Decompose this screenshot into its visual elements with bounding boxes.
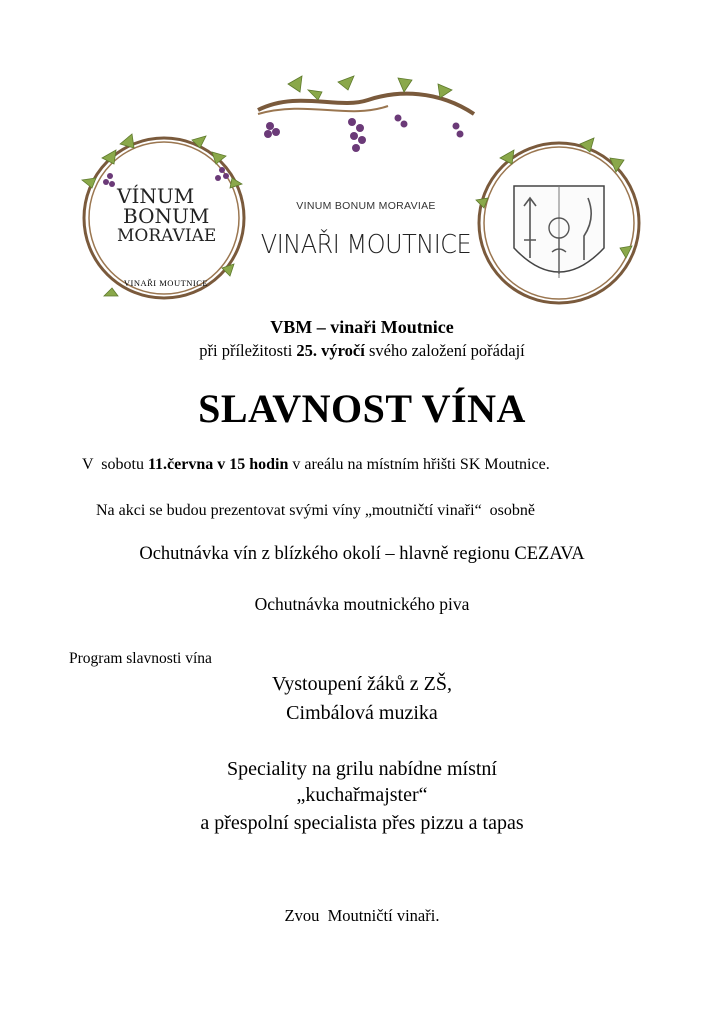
page-title: SLAVNOST VÍNA bbox=[198, 386, 526, 431]
date-text-a: V sobotu bbox=[82, 456, 148, 473]
coat-of-arms-icon bbox=[470, 128, 648, 310]
vinari-moutnice-text: VINAŘI MOUTNICE bbox=[260, 230, 472, 260]
occasion-text-a: při příležitosti bbox=[199, 341, 297, 360]
specials-line: Speciality na grilu nabídne místní bbox=[227, 758, 497, 780]
vinari-moutnice-logo bbox=[248, 70, 484, 270]
wine-tasting-line: Ochutnávka vín z blízkého okolí – hlavně regionu CEZAVA bbox=[139, 544, 585, 564]
date-text-c: v areálu na místním hřišti SK Moutnice. bbox=[288, 456, 550, 473]
specials-line: a přespolní specialista přes pizzu a tapas bbox=[200, 812, 524, 834]
vbm-wreath-logo bbox=[72, 118, 252, 306]
vbm-logo-caption: VINAŘI MOUTNICE bbox=[123, 278, 209, 288]
logo-line-2: BONUM bbox=[123, 204, 210, 228]
anniversary-text: 25. výročí bbox=[296, 341, 365, 360]
presentation-line: Na akci se budou prezentovat svými víny „moutničtí vinaři“ osobně bbox=[96, 502, 535, 519]
program-item: Cimbálová muzika bbox=[286, 702, 438, 724]
coat-of-arms-logo bbox=[470, 128, 648, 310]
vbm-small-text: VINUM BONUM MORAVIAE bbox=[296, 200, 436, 212]
program-label: Program slavnosti vína bbox=[69, 650, 212, 667]
specials-line: „kuchařmajster“ bbox=[296, 784, 428, 806]
organizer-line: VBM – vinaři Moutnice bbox=[270, 317, 454, 337]
date-line bbox=[82, 456, 550, 474]
closing-line: Zvou Moutničtí vinaři. bbox=[284, 906, 440, 925]
program-item: Vystoupení žáků z ZŠ, bbox=[272, 673, 452, 695]
grapevine-branch-icon bbox=[248, 70, 484, 160]
date-time-text: 11.června v 15 hodin bbox=[147, 456, 289, 473]
vbm-logo-text bbox=[117, 186, 217, 246]
occasion-text-c: svého založení pořádají bbox=[364, 341, 525, 360]
logo-line-3: MORAVIAE bbox=[117, 226, 217, 246]
occasion-line bbox=[0, 341, 724, 361]
logo-line-1: VÍNUM bbox=[117, 184, 195, 208]
beer-tasting-line: Ochutnávka moutnického piva bbox=[254, 594, 470, 614]
